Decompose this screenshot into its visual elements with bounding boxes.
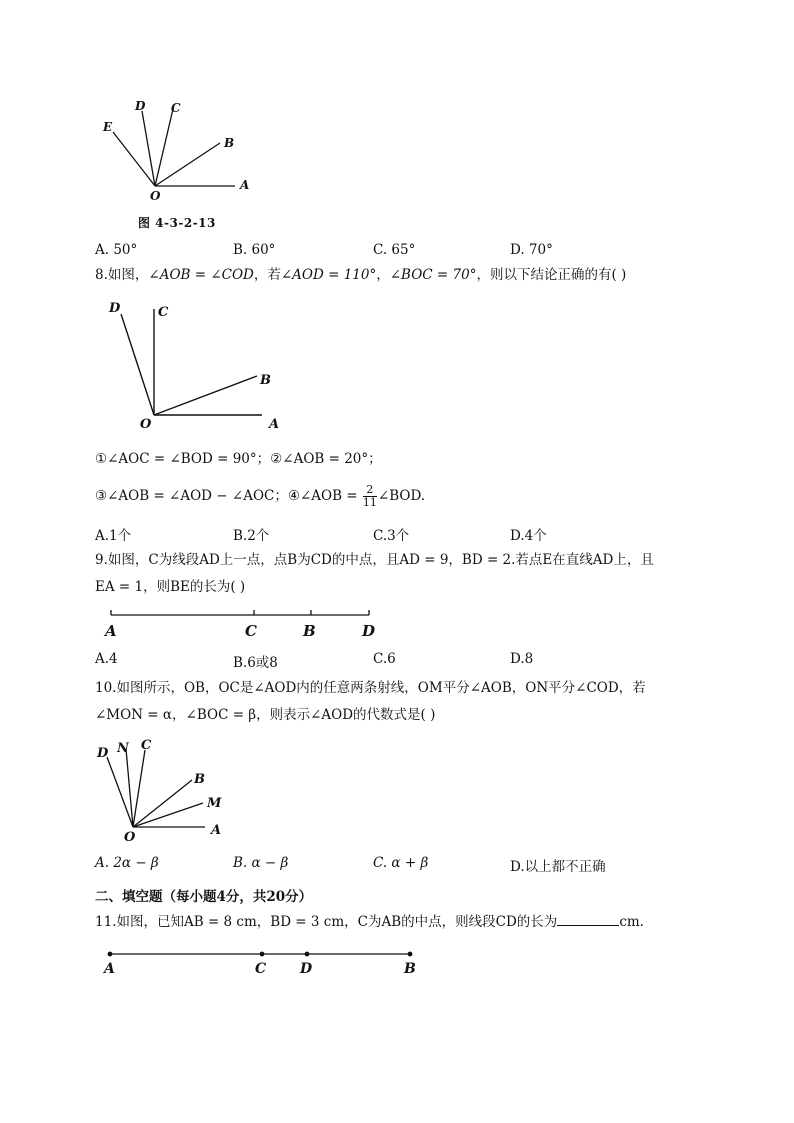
q8-stem-mid1: ，若	[253, 267, 281, 283]
q8-stem-math3: ∠BOC = 70°	[389, 267, 477, 283]
q8-angle-figure	[100, 296, 290, 436]
q8-label-a: A	[269, 417, 280, 432]
q8-stem-pre: 8.如图，	[95, 267, 149, 283]
q9-label-a: A	[105, 622, 117, 640]
q9-option-a[interactable]: A.4	[95, 651, 118, 667]
q8-option-c[interactable]: C.3个	[373, 528, 410, 544]
q8-statement-2-pre: ③∠AOB = ∠AOD − ∠AOC；④∠AOB =	[95, 488, 358, 504]
q8-statement-1: ①∠AOC = ∠BOD = 90°；②∠AOB = 20°；	[95, 451, 382, 467]
q8-stem	[95, 266, 626, 284]
q9-stem-line-1: 9.如图，C为线段AD上一点，点B为CD的中点，且AD = 9，BD = 2.若点E在直线AD上，且	[95, 552, 654, 568]
q7-figure-caption: 图 4-3-2-13	[138, 216, 216, 230]
q9-stem-line-2: EA = 1，则BE的长为( )	[95, 579, 246, 595]
q8-option-a[interactable]: A.1个	[95, 528, 132, 544]
q7-label-d: D	[135, 99, 146, 113]
q10-label-d: D	[97, 746, 109, 761]
q7-label-e: E	[103, 120, 113, 134]
q8-label-b: B	[260, 373, 271, 388]
q7-label-o: O	[150, 189, 161, 203]
q7-label-a: A	[240, 178, 250, 192]
q9-segment-figure	[100, 605, 390, 641]
q8-option-b[interactable]: B.2个	[233, 528, 270, 544]
q10-label-n: N	[117, 741, 129, 756]
q10-option-b[interactable]: B. α − β	[233, 855, 289, 871]
q8-stem-math1: ∠AOB = ∠COD	[148, 267, 254, 283]
q8-stem-mid2: ，	[376, 267, 390, 283]
q11-answer-blank[interactable]	[557, 913, 619, 926]
q7-option-b[interactable]: B. 60°	[233, 242, 276, 258]
q9-option-d[interactable]: D.8	[510, 651, 534, 667]
q7-label-c: C	[171, 101, 181, 115]
q10-option-a[interactable]: A. 2α − β	[95, 855, 159, 871]
q9-label-c: C	[245, 622, 257, 640]
q8-label-o: O	[140, 417, 152, 432]
q7-option-d[interactable]: D. 70°	[510, 242, 553, 258]
q11-segment-figure	[100, 944, 430, 980]
q8-option-d[interactable]: D.4个	[510, 528, 547, 544]
q8-fraction-num: 2	[363, 484, 377, 497]
q7-option-c[interactable]: C. 65°	[373, 242, 416, 258]
q10-label-b: B	[194, 772, 205, 787]
q10-option-d[interactable]: D.以上都不正确	[510, 859, 606, 875]
q8-statement-2	[95, 484, 425, 509]
q11-label-b: B	[404, 961, 416, 977]
q10-stem-line-1: 10.如图所示，OB，OC是∠AOD内的任意两条射线，OM平分∠AOB，ON平分∠COD，若	[95, 680, 646, 696]
q10-angle-figure	[95, 735, 235, 845]
q8-label-d: D	[109, 301, 121, 316]
q10-stem-line-2: ∠MON = α，∠BOC = β，则表示∠AOD的代数式是( )	[95, 707, 436, 723]
q8-label-c: C	[158, 305, 169, 320]
q11-stem	[95, 913, 644, 931]
q9-label-b: B	[303, 622, 316, 640]
q8-stem-math2: ∠AOD = 110°	[280, 267, 377, 283]
q10-label-o: O	[124, 830, 136, 845]
q7-option-a[interactable]: A. 50°	[95, 242, 138, 258]
q10-label-m: M	[207, 796, 222, 811]
q9-label-d: D	[362, 622, 376, 640]
section-title: 二、填空题（每小题4分，共20分）	[95, 889, 313, 905]
q7-angle-figure	[95, 95, 265, 205]
q7-label-b: B	[224, 136, 235, 150]
q8-fraction	[363, 484, 377, 509]
q9-option-b[interactable]: B.6或8	[233, 655, 278, 671]
q8-statement-2-post: ∠BOD.	[377, 488, 426, 504]
q10-option-c[interactable]: C. α + β	[373, 855, 429, 871]
q11-label-a: A	[104, 961, 115, 977]
q11-stem-pre: 11.如图，已知AB = 8 cm，BD = 3 cm，C为AB的中点，则线段CD的长为	[95, 914, 558, 930]
q9-option-c[interactable]: C.6	[373, 651, 396, 667]
q11-label-d: D	[300, 961, 313, 977]
q10-label-c: C	[141, 738, 152, 753]
q11-stem-post: cm.	[619, 914, 644, 930]
q8-stem-post: ，则以下结论正确的有( )	[476, 267, 627, 283]
q10-label-a: A	[211, 823, 222, 838]
q11-label-c: C	[255, 961, 267, 977]
q8-fraction-den: 11	[362, 496, 377, 509]
